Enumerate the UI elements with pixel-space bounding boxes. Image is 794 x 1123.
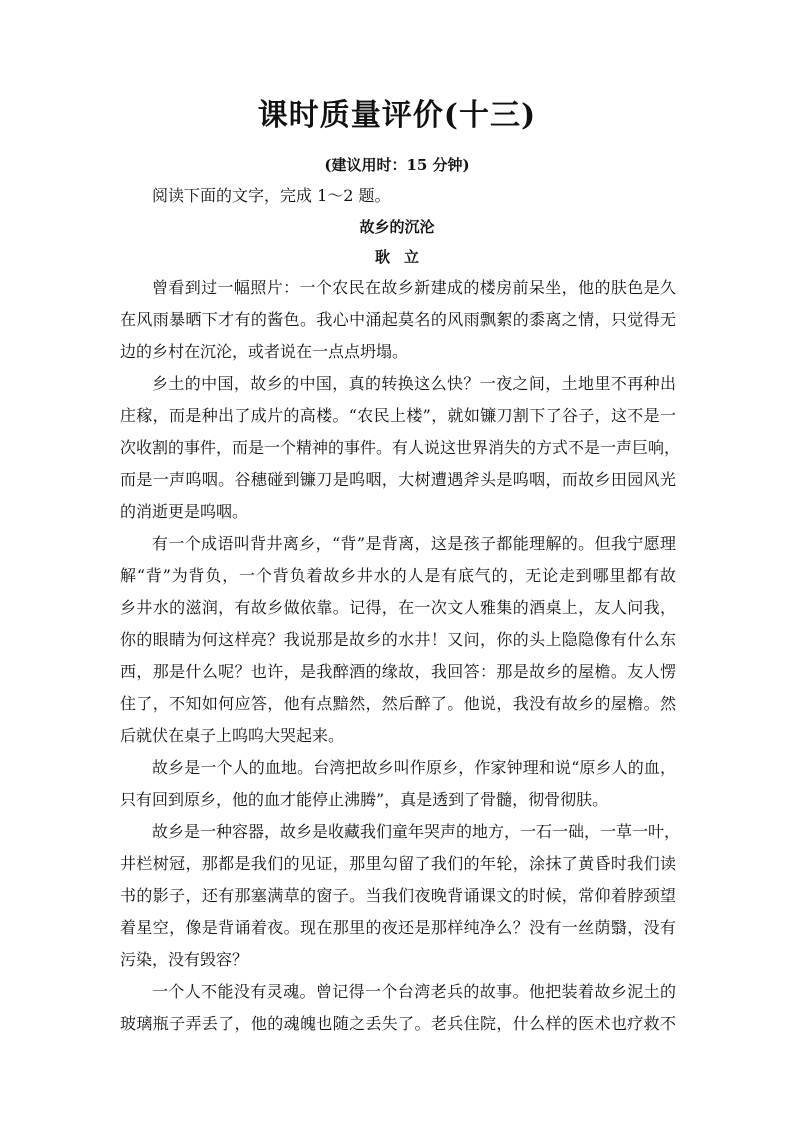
text-line: 只有回到原乡，他的血才能停止沸腾”，真是透到了骨髓，彻骨彻肤。 bbox=[120, 790, 609, 809]
article-author: 耿立 bbox=[374, 248, 433, 266]
text-line: 有一个成语叫背井离乡，“背”是背离，这是孩子都能理解的。但我宁愿理 bbox=[152, 534, 676, 553]
text-line: 边的乡村在沉沦，或者说在一点点坍塌。 bbox=[120, 342, 409, 361]
text-line: 后就伏在桌子上呜呜大哭起来。 bbox=[120, 726, 345, 745]
text-line: 解“背”为背负，一个背负着故乡井水的人是有底气的，无论走到哪里都有故 bbox=[120, 566, 676, 585]
text-line: 一个人不能没有灵魂。曾记得一个台湾老兵的故事。他把装着故乡泥土的 bbox=[152, 982, 676, 1001]
text-line: 庄稼，而是种出了成片的高楼。“农民上楼”，就如镰刀割下了谷子，这不是一 bbox=[120, 406, 676, 425]
suggested-time: (建议用时：15 分钟) bbox=[324, 156, 470, 174]
text-line: 曾看到过一幅照片：一个农民在故乡新建成的楼房前呆坐，他的肤色是久 bbox=[152, 278, 676, 297]
text-line: 污染，没有毁容？ bbox=[120, 950, 249, 969]
text-line: 着星空，像是背诵着夜。现在那里的夜还是那样纯净么？没有一丝荫翳，没有 bbox=[120, 918, 676, 937]
text-line: 西，那是什么呢？也许，是我醉酒的缘故，我回答：那是故乡的屋檐。友人愣 bbox=[120, 662, 676, 681]
reading-instruction: 阅读下面的文字，完成 1～2 题。 bbox=[152, 186, 391, 205]
article-title: 故乡的沉沦 bbox=[359, 218, 435, 236]
text-line: 故乡是一个人的血地。台湾把故乡叫作原乡，作家钟理和说“原乡人的血， bbox=[152, 758, 676, 777]
text-line: 井栏树冠，那都是我们的见证，那里勾留了我们的年轮，涂抹了黄昏时我们读 bbox=[120, 854, 676, 873]
text-line: 在风雨暴晒下才有的酱色。我心中涌起莫名的风雨飘絮的黍离之情，只觉得无 bbox=[120, 310, 676, 329]
text-line: 乡井水的滋润，有故乡做依靠。记得，在一次文人雅集的酒桌上，友人问我， bbox=[120, 598, 676, 617]
text-line: 住了，不知如何应答，他有点黯然，然后醉了。他说，我没有故乡的屋檐。然 bbox=[120, 694, 676, 713]
text-line: 玻璃瓶子弄丢了，他的魂魄也随之丢失了。老兵住院，什么样的医术也疗救不 bbox=[120, 1014, 676, 1033]
text-line: 而是一声呜咽。谷穗碰到镰刀是呜咽，大树遭遇斧头是呜咽，而故乡田园风光 bbox=[120, 470, 676, 489]
text-line: 的消逝更是呜咽。 bbox=[120, 502, 249, 521]
text-line: 乡土的中国，故乡的中国，真的转换这么快？一夜之间，土地里不再种出 bbox=[152, 374, 676, 393]
text-line: 次收割的事件，而是一个精神的事件。有人说这世界消失的方式不是一声巨响， bbox=[120, 438, 681, 457]
article-body bbox=[120, 272, 681, 1040]
page-title: 课时质量评价(十三) bbox=[257, 98, 537, 133]
text-line: 书的影子，还有那塞满草的窗子。当我们夜晚背诵课文的时候，常仰着脖颈望 bbox=[120, 886, 676, 905]
text-line: 故乡是一种容器，故乡是收藏我们童年哭声的地方，一石一础，一草一叶， bbox=[152, 822, 681, 841]
text-line: 你的眼睛为何这样亮？我说那是故乡的水井！又问，你的头上隐隐像有什么东 bbox=[120, 630, 676, 649]
